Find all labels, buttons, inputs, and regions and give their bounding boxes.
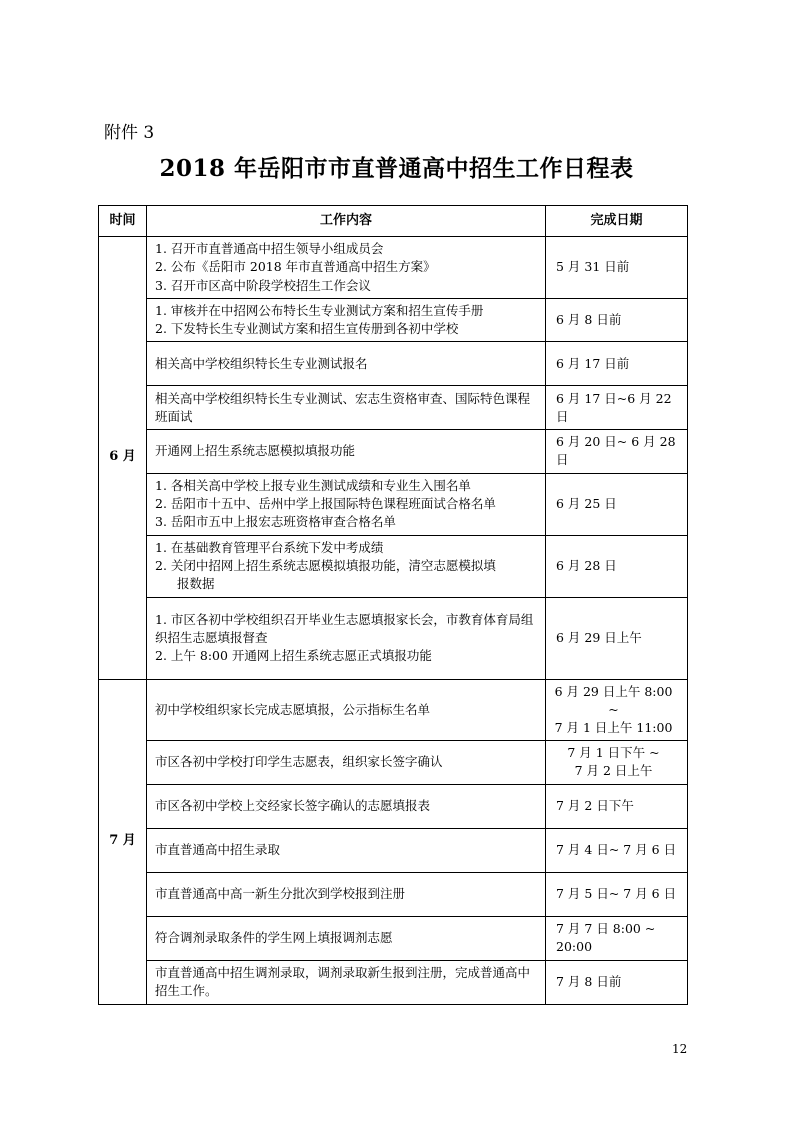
date-line: 7 月 1 日下午 ~ [567, 745, 660, 761]
content-cell [147, 740, 546, 784]
content-cell [147, 473, 546, 535]
date-cell: 6 月 29 日上午 [546, 597, 688, 679]
content-line: 1. 市区各初中学校组织召开毕业生志愿填报家长会，市教育体育局组织招生志愿填报督查 [155, 611, 534, 645]
date-cell: 7 月 8 日前 [546, 960, 688, 1004]
content-cell [147, 784, 546, 828]
date-cell: 6 月 20 日~ 6 月 28 日 [546, 430, 688, 473]
content-line: 2. 下发特长生专业测试方案和招生宣传册到各初中学校 [155, 321, 459, 337]
content-line: 相关高中学校组织特长生专业测试报名 [155, 355, 368, 371]
content-cell [147, 597, 546, 679]
header-time: 时间 [99, 206, 147, 237]
month-june: 6 月 [99, 237, 147, 680]
table-row [99, 828, 688, 872]
content-line: 2. 岳阳市十五中、岳州中学上报国际特色课程班面试合格名单 [155, 495, 496, 511]
content-cell [147, 679, 546, 740]
table-row [99, 430, 688, 473]
date-cell: 6 月 8 日前 [546, 299, 688, 342]
content-line: 市直普通高中招生调剂录取，调剂录取新生报到注册，完成普通高中招生工作。 [155, 965, 531, 999]
date-cell: 5 月 31 日前 [546, 237, 688, 299]
page-number: 12 [672, 1042, 688, 1056]
content-line: 2. 关闭中招网上招生系统志愿模拟填报功能，清空志愿模拟填 [155, 557, 496, 573]
content-line: 1. 召开市直普通高中招生领导小组成员会 [155, 241, 384, 257]
content-cell [147, 960, 546, 1004]
schedule-table [98, 205, 688, 1005]
table-row [99, 535, 688, 597]
content-line: 1. 各相关高中学校上报专业生测试成绩和专业生入围名单 [155, 477, 471, 493]
table-row [99, 960, 688, 1004]
content-line: 1. 审核并在中招网公布特长生专业测试方案和招生宣传手册 [155, 303, 484, 318]
content-cell [147, 386, 546, 430]
header-content: 工作内容 [147, 206, 546, 237]
date-line: 7 月 1 日上午 11:00 [554, 719, 673, 735]
table-row [99, 679, 688, 740]
content-cell [147, 237, 546, 299]
content-line: 符合调剂录取条件的学生网上填报调剂志愿 [155, 930, 393, 946]
date-cell: 6 月 28 日 [546, 535, 688, 597]
date-cell: 6 月 17 日~6 月 22 日 [546, 386, 688, 430]
content-cell [147, 299, 546, 342]
content-cell [147, 430, 546, 473]
date-cell: 7 月 2 日下午 [546, 784, 688, 828]
table-header-row [99, 206, 688, 237]
content-line: 初中学校组织家长完成志愿填报，公示指标生名单 [155, 701, 431, 717]
content-line: 市直普通高中招生录取 [155, 842, 281, 858]
content-line: 市区各初中学校上交经家长签字确认的志愿填报表 [155, 798, 431, 814]
content-line: 报数据 [177, 576, 215, 592]
document-title: 2018 年岳阳市市直普通高中招生工作日程表 [159, 155, 634, 182]
content-cell [147, 342, 546, 386]
content-line: 1. 在基础教育管理平台系统下发中考成绩 [155, 539, 384, 555]
content-line: 3. 岳阳市五中上报宏志班资格审查合格名单 [155, 514, 396, 530]
table-row [99, 342, 688, 386]
table-row [99, 916, 688, 960]
content-line: 开通网上招生系统志愿模拟填报功能 [155, 443, 356, 459]
content-cell [147, 535, 546, 597]
date-line: 6 月 29 日上午 8:00 ~ [554, 683, 673, 717]
table-row [99, 299, 688, 342]
date-cell: 6 月 17 日前 [546, 342, 688, 386]
table-row [99, 473, 688, 535]
content-line: 市区各初中学校打印学生志愿表，组织家长签字确认 [155, 754, 443, 770]
table-row [99, 872, 688, 916]
month-july: 7 月 [99, 679, 147, 1004]
content-line: 2. 公布《岳阳市 2018 年市直普通高中招生方案》 [155, 259, 436, 275]
header-date: 完成日期 [546, 206, 688, 237]
table-row [99, 386, 688, 430]
content-cell [147, 872, 546, 916]
date-cell: 6 月 25 日 [546, 473, 688, 535]
date-cell: 7 月 7 日 8:00 ~ 20:00 [546, 916, 688, 960]
date-cell: 7 月 4 日~ 7 月 6 日 [546, 828, 688, 872]
content-cell [147, 916, 546, 960]
attachment-label: 附件 3 [104, 123, 155, 143]
content-line: 3. 召开市区高中阶段学校招生工作会议 [155, 277, 371, 293]
date-cell: 7 月 5 日~ 7 月 6 日 [546, 872, 688, 916]
content-line: 2. 上午 8:00 开通网上招生系统志愿正式填报功能 [155, 648, 432, 664]
content-line: 市直普通高中高一新生分批次到学校报到注册 [155, 886, 406, 902]
table-row [99, 740, 688, 784]
date-cell [546, 740, 688, 784]
content-cell [147, 828, 546, 872]
table-row [99, 784, 688, 828]
content-line: 相关高中学校组织特长生专业测试、宏志生资格审查、国际特色课程班面试 [155, 390, 531, 424]
date-line: 7 月 2 日上午 [574, 763, 653, 779]
date-cell [546, 679, 688, 740]
table-row [99, 237, 688, 299]
table-row [99, 597, 688, 679]
